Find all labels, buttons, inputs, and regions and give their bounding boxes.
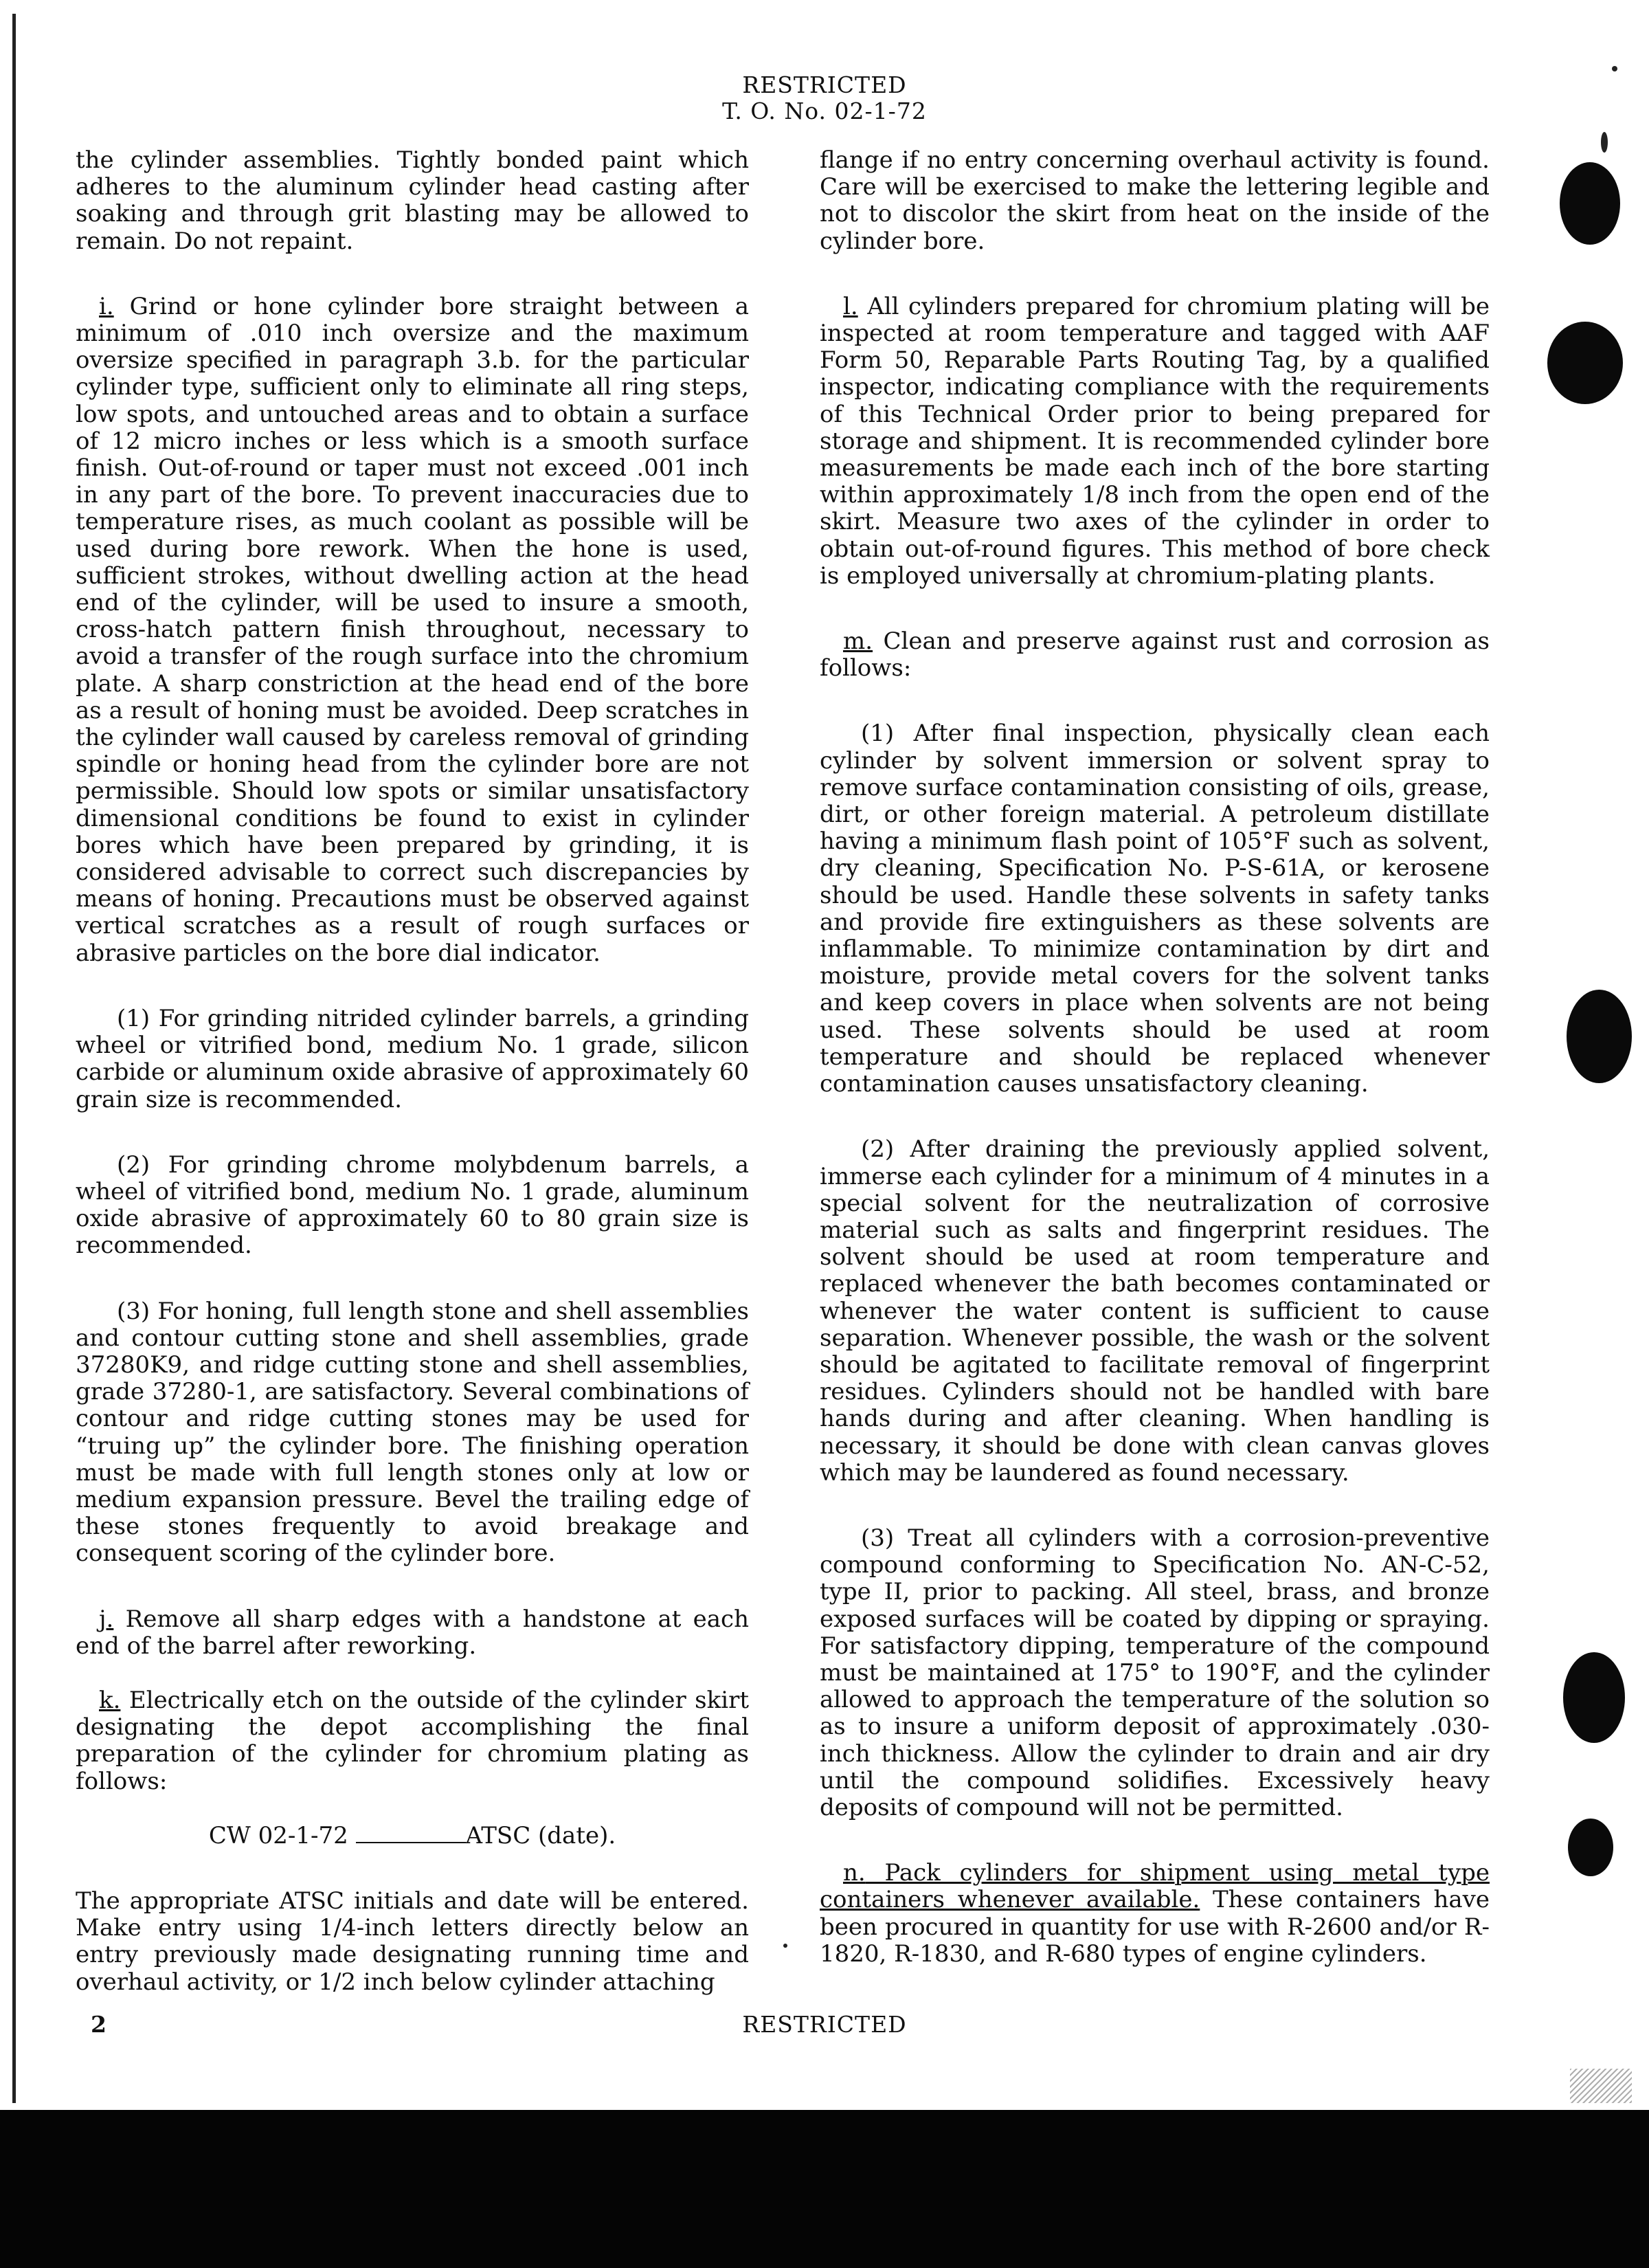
item-letter-n: n. — [843, 1859, 866, 1887]
item-letter-j: j. — [99, 1605, 114, 1633]
left-column — [76, 147, 749, 2034]
punch-hole-3 — [1567, 990, 1632, 1083]
scan-edge-line — [12, 14, 16, 2103]
punch-hole-2 — [1547, 322, 1623, 404]
paragraph-i-1: (1) For grinding nitrided cylinder barrels, a grinding wheel or vitrified bond, medium No. 1 grade, silicon carbide or aluminum oxide abrasive of approximately 60 grain size is recommended. — [76, 1004, 749, 1113]
paragraph-m-2: (2) After draining the previously applied solvent, immerse each cylinder for a minimum of 4 minutes in a special solvent for the neutralization of corrosive material such as salts and fingerprint residues. The solvent should be used at room temperature and replaced whenever the bath becomes contaminated or whenever the water content is sufficient to cause separation. Whenever possible, the wash or the solvent should be agitated to facilitate removal of fingerprint residues. Cylinders should not be handled with bare hands during and after cleaning. When handling is necessary, it should be done with clean canvas gloves which may be laundered as found necessary. — [820, 1135, 1490, 1487]
etch-blank — [356, 1823, 466, 1843]
paragraph-i-3: (3) For honing, full length stone and shell assemblies and contour cutting stone and shell assemblies, grade 37280K9, and ridge cutting stone and shell assemblies, grade 37280-1, are satisfactory. Several combinations of contour and ridge cutting stones may be used for “truing up” the cylinder bore. The finishing operation must be made with full length stones only at low or medium expansion pressure. Bevel the trailing edge of these stones frequently to avoid breakage and consequent scoring of the cylinder bore. — [76, 1297, 749, 1568]
paragraph-k-text: Electrically etch on the outside of the cylinder skirt designating the depot accomplishing the final preparation of the cylinder for chromium plating as follows: — [76, 1686, 749, 1795]
punch-hole-4 — [1563, 1652, 1625, 1743]
paragraph-m — [820, 628, 1490, 682]
paragraph-n-text: These containers have been procured in quantity for use with R-2600 and/or R-1820, R-1830, and R-680 types of engine cylinders. — [820, 1886, 1490, 1968]
paragraph-k-final: The appropriate ATSC initials and date will be entered. Make entry using 1/4-inch letters directly below an entry previously made designating running time and overhaul activity, or 1/2 inch below cylinder attaching — [76, 1887, 749, 1996]
paragraph-i — [76, 293, 749, 967]
item-letter-l: l. — [843, 292, 858, 320]
item-letter-i: i. — [99, 292, 114, 320]
paragraph-j-text: Remove all sharp edges with a handstone at each end of the barrel after reworking. — [76, 1605, 749, 1660]
paragraph-continuation: flange if no entry concerning overhaul activity is found. Care will be exercised to make the lettering legible and not to discolor the skirt from heat on the inside of the cylinder bore. — [820, 146, 1490, 255]
paragraph-n-underlined: Pack cylinders for shipment using metal type containers whenever available. — [820, 1859, 1490, 1914]
scan-speck — [1612, 66, 1617, 71]
paragraph-j — [76, 1606, 749, 1660]
scan-bottom-border — [0, 2110, 1649, 2268]
paragraph-i-text: Grind or hone cylinder bore straight between a minimum of .010 inch oversize and the maximum oversize specified in paragraph 3.b. for the particular cylinder type, sufficient only to eliminate all ring steps, low spots, and untouched areas and to obtain a surface of 12 micro inches or less which is a smooth surface finish. Out-of-round or taper must not exceed .001 inch in any part of the bore. To prevent inaccuracies due to temperature rises, as much coolant as possible will be used during bore rework. When the hone is used, sufficient strokes, without dwelling action at the head end of the cylinder, will be used to insure a smooth, cross-hatch pattern finish throughout, necessary to avoid a transfer of the rough surface into the chromium plate. A sharp constriction at the head end of the bore as a result of honing must be avoided. Deep scratches in the cylinder wall caused by careless removal of grinding spindle or honing head from the cylinder bore are not permissible. Should low spots or similar unsatisfactory dimensional conditions be found to exist in cylinder bores which have been prepared by grinding, it is considered advisable to correct such discrepancies by means of honing. Precautions must be observed against vertical scratches as a result of rough surfaces or abrasive particles on the bore dial indicator. — [76, 292, 749, 967]
header-classification: RESTRICTED — [742, 71, 907, 98]
paragraph-i-2: (2) For grinding chrome molybdenum barrels, a wheel of vitrified bond, medium No. 1 grade, aluminum oxide abrasive of approximately 60 to 80 grain size is recommended. — [76, 1150, 749, 1260]
paragraph-l-text: All cylinders prepared for chromium plating will be inspected at room temperature and tagged with AAF Form 50, Reparable Parts Routing Tag, by a qualified inspector, indicating compliance with the requirements of this Technical Order prior to being prepared for storage and shipment. It is recommended cylinder bore measurements be made each inch of the bore starting within approximately 1/8 inch from the open end of the skirt. Measure two axes of the cylinder in order to obtain out-of-round figures. This method of bore check is employed universally at chromium-plating plants. — [820, 292, 1490, 590]
etch-suffix: ATSC (date). — [465, 1821, 616, 1849]
right-column — [820, 147, 1490, 2006]
etch-format-line — [76, 1823, 749, 1849]
punch-hole-5 — [1568, 1819, 1613, 1876]
paragraph-m-3: (3) Treat all cylinders with a corrosion-preventive compound conforming to Specification No. AN-C-52, type II, prior to packing. All steel, brass, and bronze exposed surfaces will be coated by dipping or spraying. For satisfactory dipping, temperature of the compound must be maintained at 175° to 190°F, and the cylinder allowed to approach the temperature of the solution so as to insure a uniform deposit of approximately .030-inch thickness. Allow the cylinder to drain and air dry until the compound solidifies. Excessively heavy deposits of compound will not be permitted. — [820, 1524, 1490, 1821]
paragraph-m-1: (1) After final inspection, physically clean each cylinder by solvent immersion or solvent spray to remove surface contamination consisting of oils, grease, dirt, or other foreign material. A petroleum distillate having a minimum flash point of 105°F such as solvent, dry cleaning, Specification No. P-S-61A, or kerosene should be used. Handle these solvents in safety tanks and provide fire extinguishers as these solvents are inflammable. To minimize contamination by dirt and moisture, provide metal covers for the solvent tanks and keep covers in place when solvents are not being used. These solvents should be used at room temperature and should be replaced whenever contamination causes unsatisfactory cleaning. — [820, 720, 1490, 1098]
page-number: 2 — [91, 2011, 106, 2038]
scan-speck — [1601, 132, 1608, 153]
paragraph-n — [820, 1860, 1490, 1968]
header-document-number: T. O. No. 02-1-72 — [722, 98, 927, 124]
scan-speck — [783, 1944, 787, 1948]
footer-classification: RESTRICTED — [742, 2011, 907, 2038]
paragraph-intro: the cylinder assemblies. Tightly bonded paint which adheres to the aluminum cylinder head casting after soaking and through grit blasting may be allowed to remain. Do not repaint. — [76, 146, 749, 255]
punch-hole-1 — [1560, 162, 1620, 245]
item-letter-m: m. — [843, 627, 873, 656]
etch-prefix: CW 02-1-72 — [208, 1821, 356, 1849]
paragraph-k — [76, 1687, 749, 1795]
paragraph-l — [820, 293, 1490, 590]
item-letter-k: k. — [99, 1686, 121, 1714]
scan-corner-artifact — [1570, 2069, 1632, 2103]
paragraph-m-text: Clean and preserve against rust and corrosion as follows: — [820, 627, 1490, 682]
